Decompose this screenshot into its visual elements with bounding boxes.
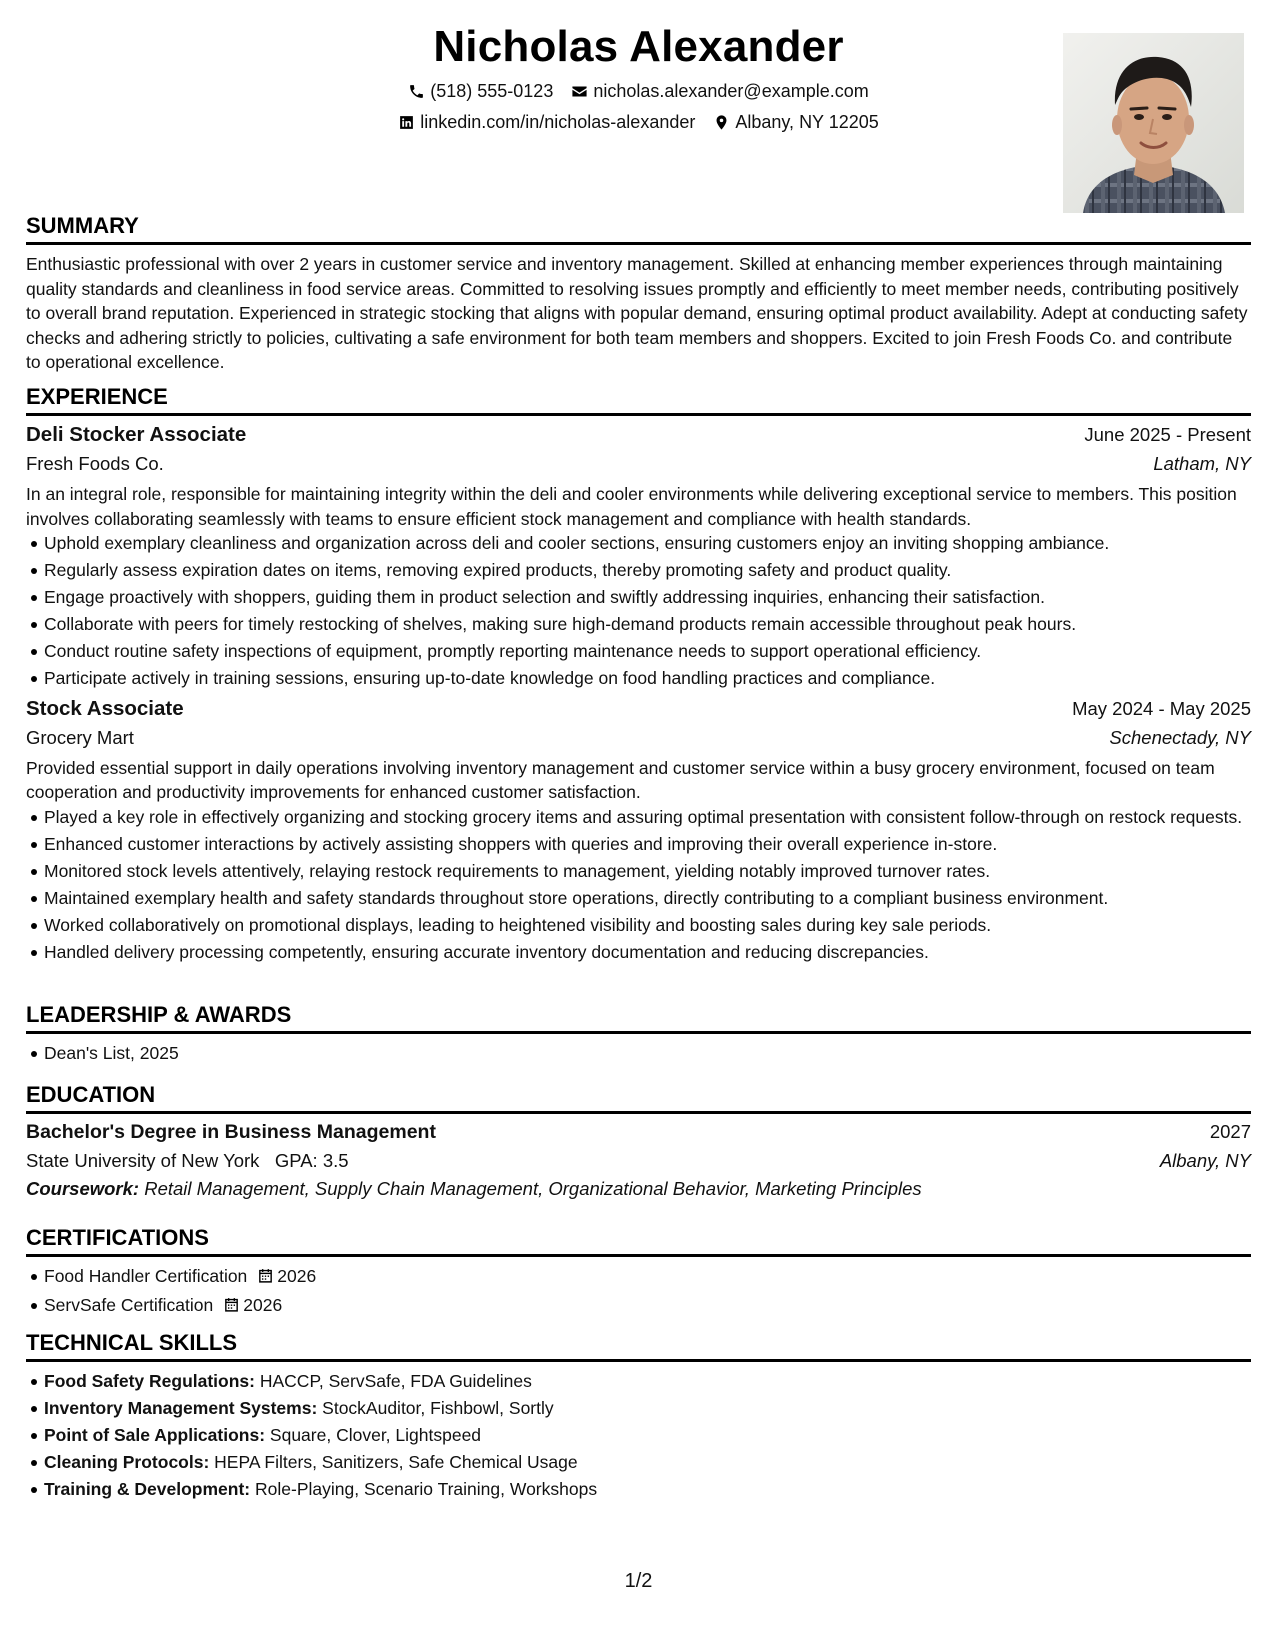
linkedin-icon — [398, 114, 415, 131]
school-row — [26, 1150, 1251, 1172]
skill-item — [44, 1423, 1251, 1448]
location-text: Albany, NY 12205 — [735, 112, 879, 132]
certification-year: 2026 — [243, 1295, 283, 1315]
calendar-icon — [257, 1266, 274, 1291]
certification-item — [44, 1264, 1251, 1291]
leadership-heading: LEADERSHIP & AWARDS — [26, 1002, 1251, 1034]
job-bullet: Conduct routine safety inspections of equipment, promptly reporting maintenance needs to support operational efficiency. — [44, 639, 1251, 664]
leadership-section — [26, 1002, 1251, 1068]
portrait-image — [1063, 33, 1244, 213]
job-company-row — [26, 453, 1251, 475]
job-dates: May 2024 - May 2025 — [1072, 697, 1251, 719]
leadership-list — [26, 1041, 1251, 1066]
experience-section — [26, 384, 1251, 967]
job-bullet: Handled delivery processing competently, ensuring accurate inventory documentation and reducing discrepancies. — [44, 940, 1251, 965]
certifications-list — [26, 1264, 1251, 1320]
job-company-row — [26, 727, 1251, 749]
education-section — [26, 1082, 1251, 1200]
resume-page — [26, 0, 1251, 1650]
job-dates: June 2025 - Present — [1084, 424, 1251, 445]
job-bullet: Regularly assess expiration dates on items, removing expired products, thereby promoting safety and product quality. — [44, 558, 1251, 583]
job-bullets — [26, 531, 1251, 691]
skills-section — [26, 1330, 1251, 1504]
certification-item — [44, 1293, 1251, 1320]
linkedin-text: linkedin.com/in/nicholas-alexander — [420, 112, 696, 132]
skill-label: Inventory Management Systems: — [44, 1398, 318, 1418]
envelope-icon — [571, 83, 588, 100]
contact-phone — [408, 81, 553, 102]
summary-heading: SUMMARY — [26, 213, 1251, 245]
contact-location — [713, 112, 878, 133]
skill-item — [44, 1369, 1251, 1394]
certification-name: Food Handler Certification — [44, 1266, 248, 1286]
certification-name: ServSafe Certification — [44, 1295, 214, 1315]
job-header-row — [26, 423, 1251, 447]
job-company: Grocery Mart — [26, 726, 134, 748]
job-bullet: Monitored stock levels attentively, relaying restock requirements to management, yielding notably improved turnover rates. — [44, 859, 1251, 884]
job-bullet: Participate actively in training sessions, ensuring up-to-date knowledge on food handling practices and compliance. — [44, 666, 1251, 691]
degree-row — [26, 1121, 1251, 1144]
skills-list — [26, 1369, 1251, 1502]
skills-heading: TECHNICAL SKILLS — [26, 1330, 1251, 1362]
job-entry — [26, 697, 1251, 965]
school-name: State University of New York — [26, 1150, 260, 1171]
coursework-label: Coursework: — [26, 1178, 140, 1199]
phone-icon — [408, 83, 425, 100]
job-location: Latham, NY — [1153, 453, 1251, 474]
skill-value: StockAuditor, Fishbowl, Sortly — [322, 1398, 554, 1418]
skill-value: HACCP, ServSafe, FDA Guidelines — [259, 1371, 532, 1391]
certification-year: 2026 — [277, 1266, 317, 1286]
job-bullet: Maintained exemplary health and safety standards throughout store operations, directly contributing to a compliant business environment. — [44, 886, 1251, 911]
candidate-name: Nicholas Alexander — [433, 22, 844, 71]
summary-section — [26, 213, 1251, 375]
graduation-year: 2027 — [1209, 1121, 1251, 1142]
map-pin-icon — [713, 114, 730, 131]
page-number: 1/2 — [624, 1570, 653, 1592]
calendar-icon — [223, 1295, 240, 1320]
summary-text: Enthusiastic professional with over 2 years in customer service and inventory management. Skilled at enhancing member experiences through maintaining quality standards and cleanliness in food service areas. Committed to resolving issues promptly and efficiently to meet member needs, contributing positively to overall brand reputation. Experienced in strategic stocking that aligns with popular demand, ensuring optimal product availability. Adept at conducting safety checks and adhering strictly to policies, cultivating a safe environment for both team members and shoppers. Excited to join Fresh Foods Co. and contribute to operational excellence. — [26, 254, 1248, 372]
school-location: Albany, NY — [1159, 1150, 1251, 1171]
degree-title: Bachelor's Degree in Business Management — [26, 1121, 436, 1143]
job-title: Stock Associate — [26, 696, 184, 720]
job-bullet: Enhanced customer interactions by actively assisting shoppers with queries and improving their overall experience in-store. — [44, 832, 1251, 857]
job-description: Provided essential support in daily operations involving inventory management and customer service within a busy grocery environment, focused on team cooperation and productivity improvements for enhanced customer satisfaction. — [26, 757, 1215, 802]
skill-label: Point of Sale Applications: — [44, 1425, 266, 1445]
job-bullet: Engage proactively with shoppers, guiding them in product selection and swiftly addressing inquiries, enhancing their satisfaction. — [44, 585, 1251, 610]
job-bullets — [26, 805, 1251, 965]
skill-label: Training & Development: — [44, 1479, 251, 1499]
skill-value: Square, Clover, Lightspeed — [269, 1425, 482, 1445]
job-company: Fresh Foods Co. — [26, 453, 164, 474]
contact-linkedin[interactable] — [398, 112, 695, 133]
award-item: Dean's List, 2025 — [44, 1041, 1251, 1066]
skill-label: Food Safety Regulations: — [44, 1371, 255, 1391]
job-title: Deli Stocker Associate — [26, 423, 247, 446]
skill-value: Role-Playing, Scenario Training, Workshops — [255, 1479, 598, 1499]
contact-email[interactable] — [571, 81, 868, 102]
coursework-line — [26, 1178, 1251, 1200]
school-line — [26, 1150, 349, 1172]
email-text: nicholas.alexander@example.com — [593, 81, 869, 101]
job-entry — [26, 423, 1251, 691]
job-description: In an integral role, responsible for maintaining integrity within the deli and cooler environments while delivering exceptional service to members. This position involves collaborating seamlessly with teams to ensure efficient stock management and compliance with health standards. — [26, 484, 1237, 529]
job-bullet: Played a key role in effectively organizing and stocking grocery items and assuring optimal presentation with consistent follow-through on restock requests. — [44, 805, 1251, 830]
job-bullet: Worked collaboratively on promotional displays, leading to heightened visibility and boosting sales during key sale periods. — [44, 913, 1251, 938]
phone-text: (518) 555-0123 — [430, 81, 554, 101]
certifications-section — [26, 1225, 1251, 1322]
skill-item — [44, 1477, 1251, 1502]
skill-label: Cleaning Protocols: — [44, 1452, 210, 1472]
education-heading: EDUCATION — [26, 1082, 1251, 1114]
skill-value: HEPA Filters, Sanitizers, Safe Chemical Usage — [214, 1452, 578, 1472]
job-header-row — [26, 697, 1251, 721]
job-location: Schenectady, NY — [1109, 726, 1251, 748]
certifications-heading: CERTIFICATIONS — [26, 1225, 1251, 1257]
gpa: GPA: 3.5 — [274, 1150, 349, 1171]
experience-heading: EXPERIENCE — [26, 384, 1251, 416]
job-bullet: Uphold exemplary cleanliness and organization across deli and cooler sections, ensuring customers enjoy an inviting shopping ambiance. — [44, 531, 1251, 556]
coursework-text: Retail Management, Supply Chain Management, Organizational Behavior, Marketing Principles — [144, 1178, 922, 1199]
profile-photo — [1063, 33, 1244, 213]
skill-item — [44, 1450, 1251, 1475]
job-bullet: Collaborate with peers for timely restocking of shelves, making sure high-demand products remain accessible throughout peak hours. — [44, 612, 1251, 637]
skill-item — [44, 1396, 1251, 1421]
